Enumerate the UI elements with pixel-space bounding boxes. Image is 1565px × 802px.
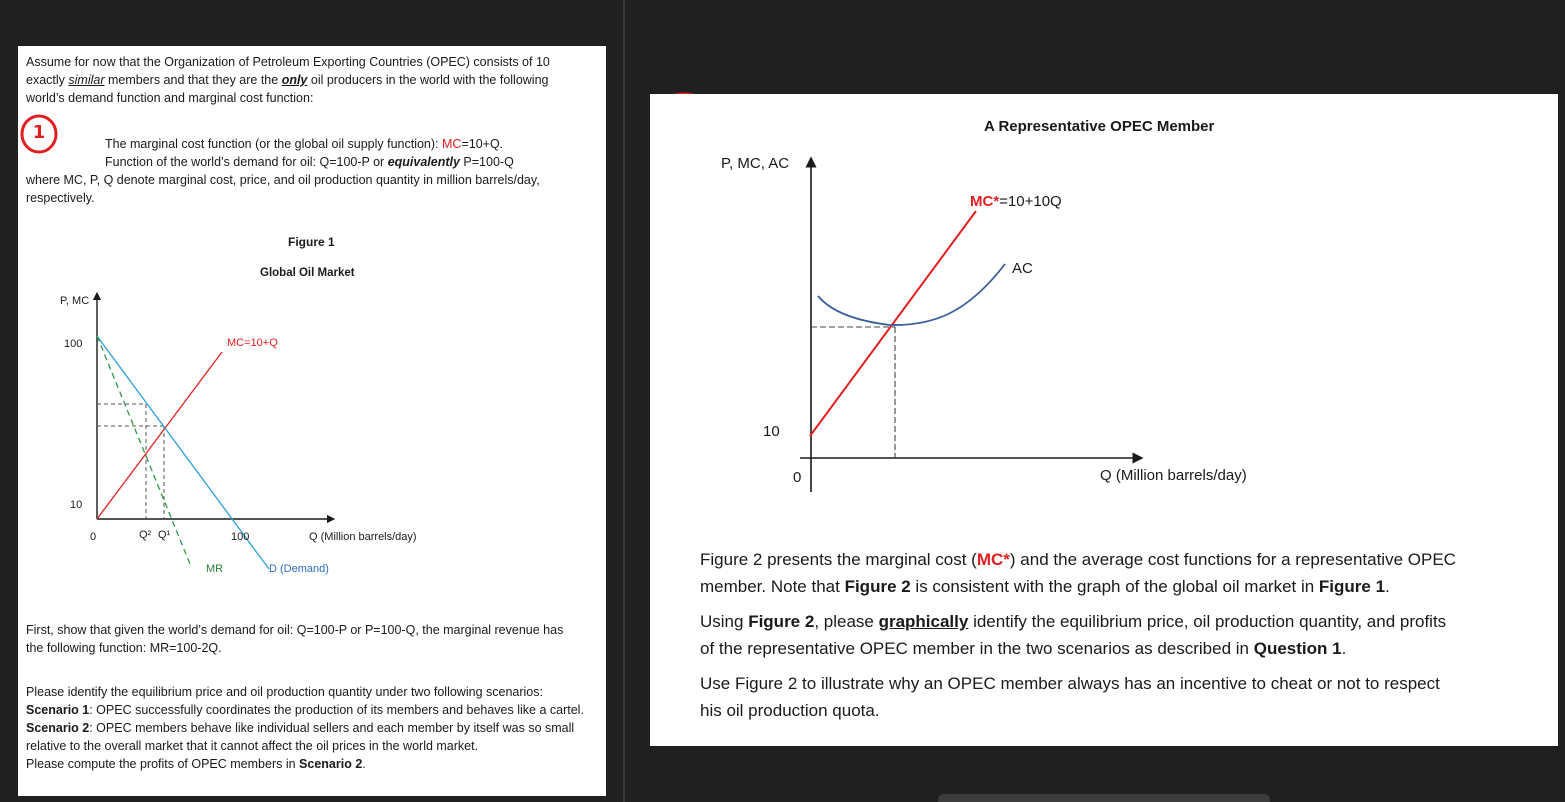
pane-divider[interactable] (623, 0, 625, 802)
text-run: the following function: MR=100-2Q. (26, 641, 222, 655)
text-run: Function of the world’s demand for oil: Q=100-P or (105, 155, 388, 169)
text-run: ) and the average cost functions for a representative OPEC (1009, 550, 1456, 569)
text-run: Scenario 2 (299, 757, 363, 771)
figure-2-title: A Representative OPEC Member (984, 118, 1215, 135)
text-run: Scenario 1 (26, 703, 90, 717)
fig2-ac-label: AC (1012, 260, 1033, 277)
scenario-line-4 (26, 737, 478, 755)
para-3-line-2 (700, 697, 880, 724)
scenario-line-2 (26, 701, 584, 719)
text-run: equivalently (387, 155, 460, 169)
text-run: is consistent with the graph of the global oil market in (910, 577, 1319, 596)
text-run: Assume for now that the Organization of Petroleum Exporting Countries (OPEC) consists of 10 (26, 55, 550, 69)
fig2-mc-label-suffix: =10+10Q (999, 193, 1062, 210)
text-run: identify the equilibrium price, oil production quantity, and profits (968, 612, 1447, 631)
text-run: Figure 1 (1318, 577, 1386, 596)
text-run: Scenario 2 (26, 721, 90, 735)
fig1-x-axis-label: Q (Million barrels/day) (309, 531, 417, 543)
fig2-ac-curve (818, 264, 1005, 325)
text-run: Figure 2 (748, 612, 815, 631)
text-run: : OPEC successfully coordinates the production of its members and behaves like a cartel. (89, 703, 584, 717)
text-run: similar (68, 73, 105, 87)
fig1-mc-line (97, 352, 222, 519)
text-run: Use Figure 2 to illustrate why an OPEC member always has an incentive to cheat or not to respect (700, 674, 1440, 693)
text-run: graphically (878, 612, 969, 631)
para-1-line-1 (700, 546, 1456, 573)
text-run: . (1385, 577, 1390, 596)
text-run: world’s demand function and marginal cost function: (26, 91, 314, 105)
text-run: respectively. (26, 191, 95, 205)
text-run: Figure 2 presents the marginal cost ( (700, 550, 977, 569)
text-run: member. Note that (700, 577, 845, 596)
figure-1-number: Figure 1 (288, 235, 335, 249)
text-run: Please identify the equilibrium price and oil production quantity under two following scenarios: (26, 685, 543, 699)
text-run: . (1341, 639, 1347, 658)
fig2-y-tick-10: 10 (763, 423, 780, 440)
text-run: , please (814, 612, 879, 631)
text-run: . (362, 757, 366, 771)
text-run: Figure 2 (844, 577, 911, 596)
fig1-y-axis-label: P, MC (60, 295, 90, 307)
scenario-line-3 (26, 719, 574, 737)
scenario-line-1 (26, 683, 543, 701)
fig1-demand-label: D (Demand) (269, 563, 329, 575)
fig1-mr-label: MR (206, 563, 224, 575)
para-2-line-2 (700, 635, 1346, 662)
fig2-x-axis-label: Q (Million barrels/day) (1100, 467, 1247, 484)
mr-para-line-2 (26, 639, 222, 657)
text-run: his oil production quota. (700, 701, 880, 720)
left-document-page (18, 46, 606, 796)
text-run: P=100-Q (459, 155, 514, 169)
figure-1-title: Global Oil Market (260, 267, 355, 279)
fig1-y-tick-10: 10 (70, 499, 83, 511)
fig1-origin: 0 (90, 531, 97, 543)
fig2-origin: 0 (793, 469, 802, 486)
fig2-mc-label-prefix: MC* (970, 193, 1000, 210)
text-run: MC (441, 137, 462, 151)
text-run: of the representative OPEC member in the two scenarios as described in (700, 639, 1254, 658)
para-2-line-1 (700, 608, 1446, 635)
text-run: relative to the overall market that it cannot affect the oil prices in the world market. (26, 739, 479, 753)
fig1-q2-label: Q² (139, 529, 152, 541)
fig1-y-tick-100: 100 (64, 338, 83, 350)
text-run: The marginal cost function (or the global oil supply function): (105, 137, 442, 151)
text-run: Please compute the profits of OPEC members in (26, 757, 300, 771)
para-3-line-1 (700, 670, 1440, 697)
text-run: oil producers in the world with the following (307, 73, 549, 87)
fig1-x-tick-100: 100 (231, 531, 250, 543)
circle-1-number: 1 (32, 122, 46, 143)
text-run: =10+Q. (461, 137, 504, 151)
right-document-page (650, 94, 1558, 746)
text-run: where MC, P, Q denote marginal cost, price, and oil production quantity in million barrels/day, (26, 173, 540, 187)
mr-para-line-1 (26, 621, 563, 639)
text-run: Question 1 (1253, 639, 1342, 658)
taskbar-strip[interactable] (938, 794, 1270, 802)
text-run: : OPEC members behave like individual sellers and each member by itself was so small (89, 721, 575, 735)
text-run: MC* (976, 550, 1010, 569)
text-run: First, show that given the world’s demand for oil: Q=100-P or P=100-Q, the marginal revenue has (26, 623, 564, 637)
text-run: only (281, 73, 308, 87)
fig1-mc-label: MC=10+Q (227, 337, 278, 349)
text-run: Using (700, 612, 749, 631)
text-run: members and that they are the (104, 73, 282, 87)
text-run: exactly (26, 73, 69, 87)
fig2-mc-line (810, 211, 976, 436)
fig1-q1-label: Q¹ (158, 529, 171, 541)
fig2-y-axis-label: P, MC, AC (721, 155, 790, 172)
para-1-line-2 (700, 573, 1390, 600)
scenario-line-5 (26, 755, 366, 773)
